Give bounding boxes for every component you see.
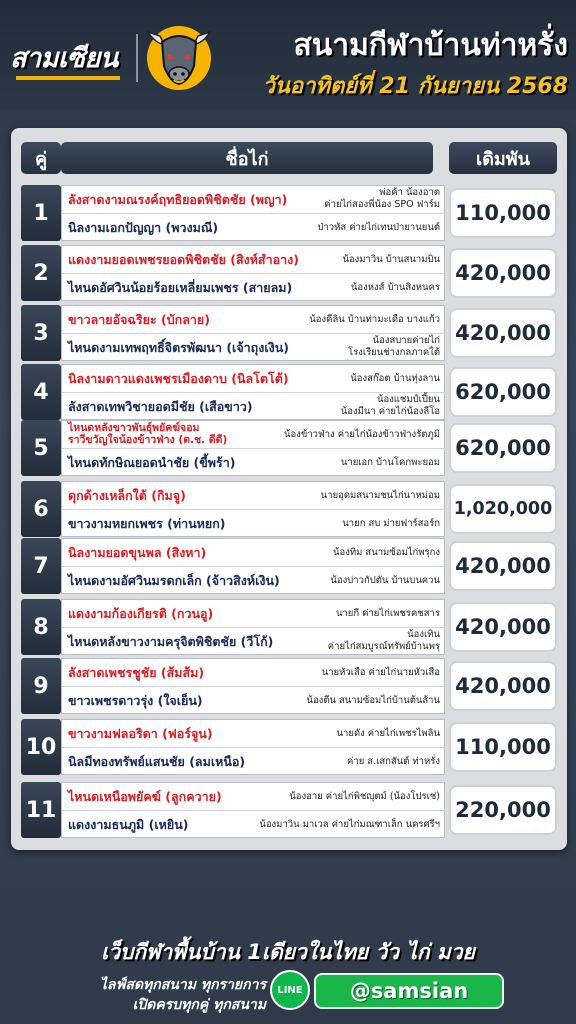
- red-corner: [62, 539, 446, 567]
- match-number: 6: [21, 481, 61, 537]
- blue-cock-name: ไหนดทักษิณยอดนำชัย (ขี้พร้า): [68, 455, 236, 470]
- red-corner: [62, 482, 446, 510]
- match-number: 1: [21, 185, 61, 241]
- blue-cock-name: นิลมีทองทรัพย์แสนชัย (ลมเหนือ): [68, 754, 246, 769]
- bet-amount: 110,000: [449, 188, 557, 238]
- match-number: 5: [21, 420, 61, 476]
- bet-amount: 1,020,000: [449, 484, 557, 534]
- match-names: [61, 658, 445, 714]
- blue-owner: น้องแชมป์เปี้ยน น้องมีนา ค่ายไก่น้องลีโอ: [340, 394, 440, 417]
- blue-cock-name: นิลงามเอกปัญญา (พวงมณี): [68, 220, 219, 235]
- red-owner: นายกี ค่ายไก่เพชรคชสาร: [335, 608, 440, 619]
- red-owner: น้องมาวิน บ้านสนามบิน: [342, 254, 440, 265]
- match-row: [11, 599, 567, 655]
- red-cock-name: ไหนดหลังขาวพันธุ์พยัคฆ์จอม ราวีขวัญใจน้องข้าวฟ่าง (ต.ช. ดีดี): [68, 422, 228, 446]
- blue-corner: [62, 811, 446, 839]
- blue-corner: [62, 274, 446, 302]
- red-cock-name: ไหนดเหนือพยัคฆ์ (ลูกควาย): [68, 789, 222, 804]
- red-corner: [62, 421, 446, 449]
- match-names: [61, 305, 445, 361]
- match-number: 4: [21, 364, 61, 420]
- red-corner: [62, 720, 446, 748]
- footer-tagline: เว็บกีฬาพื้นบ้าน 1เดียวในไทย วัว ไก่ มวย: [101, 940, 475, 964]
- match-number: 10: [21, 719, 61, 775]
- bet-amount: 420,000: [449, 248, 557, 298]
- bet-amount: 110,000: [449, 722, 557, 772]
- match-names: [61, 420, 445, 476]
- match-names: [61, 538, 445, 594]
- match-number: 9: [21, 658, 61, 714]
- blue-owner: น้องสบายค่ายไก่ โรงเรียนช่างกลภาคใต้: [347, 335, 440, 358]
- match-number: 7: [21, 538, 61, 594]
- blue-corner: [62, 393, 446, 421]
- column-header-pair: คู่: [21, 142, 61, 174]
- blue-owner: ป่าวหัส ค่ายไก่เทนป่ายานยนต์: [317, 222, 440, 233]
- match-names: [61, 245, 445, 301]
- red-corner: [62, 600, 446, 628]
- blue-cock-name: ขาวงามหยกเพชร (ท่านหยก): [68, 516, 226, 531]
- blue-corner: [62, 510, 446, 538]
- red-cock-name: ดุกด้างเหล็กใต้ (กิมจู): [68, 488, 186, 503]
- bet-amount: 420,000: [449, 541, 557, 591]
- red-cock-name: ลังสาดงามณรงค์ฤทธิยอดพิชิตชัย (พญา): [68, 192, 288, 207]
- blue-corner: [62, 214, 446, 242]
- blue-owner: น้องเทิน ค่ายไก่สมบูรณ์ทรัพย์บ้านพรุ: [327, 629, 440, 652]
- match-row: [11, 420, 567, 476]
- blue-corner: [62, 687, 446, 715]
- red-owner: นายอุดมสนามชนไก่นาหม่อม: [320, 490, 440, 501]
- brand-logo-text: สามเซียน: [10, 43, 118, 74]
- header-divider: [136, 34, 138, 82]
- page-title: สนามกีฬาบ้านท่าหรั่ง: [293, 28, 568, 63]
- bull-mascot-icon: [142, 14, 216, 94]
- footer-live-text: ไลฟ์สดทุกสนาม ทุกรายการ: [99, 977, 266, 993]
- blue-owner: น้องหงส์ บ้านสิงหนคร: [350, 282, 440, 293]
- footer-matches-text: เปิดครบทุกคู่ ทุกสนาม: [132, 997, 266, 1013]
- match-row: [11, 185, 567, 241]
- match-number: 11: [21, 782, 61, 838]
- column-header-name: ชื่อไก่: [61, 142, 433, 174]
- bet-amount: 620,000: [449, 423, 557, 473]
- red-corner: [62, 783, 446, 811]
- match-row: [11, 658, 567, 714]
- blue-cock-name: ไหนดหลังขาวงามครุจิตพิชิตชัย (วีโก้): [68, 634, 274, 649]
- red-owner: นายหัวเสือ ค่ายไก่นายหัวเสือ: [321, 667, 440, 678]
- red-cock-name: นิลงามยอดขุนพล (สิงหา): [68, 545, 207, 560]
- blue-corner: [62, 449, 446, 477]
- blue-corner: [62, 748, 446, 776]
- column-header-bet: เดิมพัน: [449, 142, 557, 174]
- blue-owner: ค่าย ส.เสกสันต์ ท่าหรั่ง: [347, 756, 440, 767]
- bet-amount: 220,000: [449, 785, 557, 835]
- event-date: วันอาทิตย์ที่ 21 กันยายน 2568: [262, 74, 568, 99]
- red-cock-name: ขาวลายอัจฉริยะ (บักลาย): [68, 312, 210, 327]
- match-names: [61, 481, 445, 537]
- blue-cock-name: แดงงามธนภูมิ (เหยิน): [68, 817, 189, 832]
- match-row: [11, 481, 567, 537]
- blue-corner: [62, 334, 446, 362]
- red-corner: [62, 246, 446, 274]
- line-app-icon[interactable]: LINE: [270, 970, 310, 1010]
- match-row: [11, 245, 567, 301]
- red-cock-name: นิลงามดาวแดงเพชรเมืองดาบ (นิลโตโต้): [68, 371, 289, 386]
- blue-owner: นายเอก บ้านโคกพะยอม: [340, 457, 440, 468]
- red-owner: น้องอาย ค่ายไก่พิชญุตม์ (น้องโปรเช่): [289, 791, 440, 802]
- blue-cock-name: ลังสาดเทพวิชายอดมีชัย (เสือขาว): [68, 399, 253, 414]
- match-number: 8: [21, 599, 61, 655]
- blue-owner: น้องมาวิน มาเวล ค่ายไก่มณฑาเล็ก นครศรีฯ: [259, 819, 440, 830]
- red-corner: [62, 306, 446, 334]
- red-owner: น้องสก๊อต บ้านทุ่งลาน: [350, 373, 440, 384]
- red-cock-name: ลังสาดเพชรชูชัย (ส้มส้ม): [68, 665, 205, 680]
- red-owner: นายดัง ค่ายไก่เพชรไพลิน: [336, 728, 440, 739]
- match-names: [61, 782, 445, 838]
- blue-cock-name: ไหนดงามอัศวินมรดกเล็ก (จ้าวสิงห์เงิน): [68, 573, 280, 588]
- blue-corner: [62, 567, 446, 595]
- red-corner: [62, 659, 446, 687]
- match-row: [11, 364, 567, 420]
- red-cock-name: ขาวงามฟลอริดา (ฟอร์จูน): [68, 726, 213, 741]
- red-owner: น้องคีลิน บ้านท่ามะเดือ บางแก้ว: [309, 314, 440, 325]
- match-row: [11, 782, 567, 838]
- match-row: [11, 719, 567, 775]
- match-names: [61, 599, 445, 655]
- match-table: [11, 128, 567, 850]
- match-number: 3: [21, 305, 61, 361]
- match-number: 2: [21, 245, 61, 301]
- red-cock-name: แดงงามก้องเกียรติ (กวนอู): [68, 606, 214, 621]
- red-owner: พ่อค้า น้องอาต ค่ายไก่สองพี่น้อง SPO ฟาร์ม: [324, 187, 440, 210]
- bet-amount: 420,000: [449, 661, 557, 711]
- bet-amount: 420,000: [449, 602, 557, 652]
- red-corner: [62, 365, 446, 393]
- match-row: [11, 305, 567, 361]
- blue-owner: น้องบ่าวกัปตัน บ้านบนควน: [330, 575, 440, 586]
- match-names: [61, 364, 445, 420]
- blue-cock-name: ขาวเพชรดาวรุ่ง (ใจเย็น): [68, 693, 203, 708]
- match-names: [61, 719, 445, 775]
- red-owner: น้องทิม สนามซ้อมไก่พรุกง: [333, 547, 440, 558]
- blue-cock-name: ไหนดงามเทพฤทธิ์จิตรพัฒนา (เจ้าถุงเงิน): [68, 340, 289, 355]
- bet-amount: 620,000: [449, 367, 557, 417]
- blue-corner: [62, 628, 446, 656]
- bet-amount: 420,000: [449, 308, 557, 358]
- match-names: [61, 185, 445, 241]
- red-owner: น้องข้าวฟ่าง ค่ายไก่น้องข้าวฟ่างรัตภูมิ: [283, 429, 440, 440]
- red-cock-name: แดงงามยอดเพชรยอดพิชิตชัย (สิงห์สำอาง): [68, 252, 299, 267]
- red-corner: [62, 186, 446, 214]
- match-row: [11, 538, 567, 594]
- blue-cock-name: ไหนดอัศวินน้อยร้อยเหลี่ยมเพชร (สายลม): [68, 280, 293, 295]
- blue-owner: น้องตีน สนามซ้อมไก่บ้านต้นส้าน: [306, 695, 440, 706]
- brand-underline: [16, 76, 120, 80]
- line-id-button[interactable]: @samsian: [314, 973, 504, 1009]
- blue-owner: นายก สบ ม่ายฟาร์สอร์ก: [342, 518, 440, 529]
